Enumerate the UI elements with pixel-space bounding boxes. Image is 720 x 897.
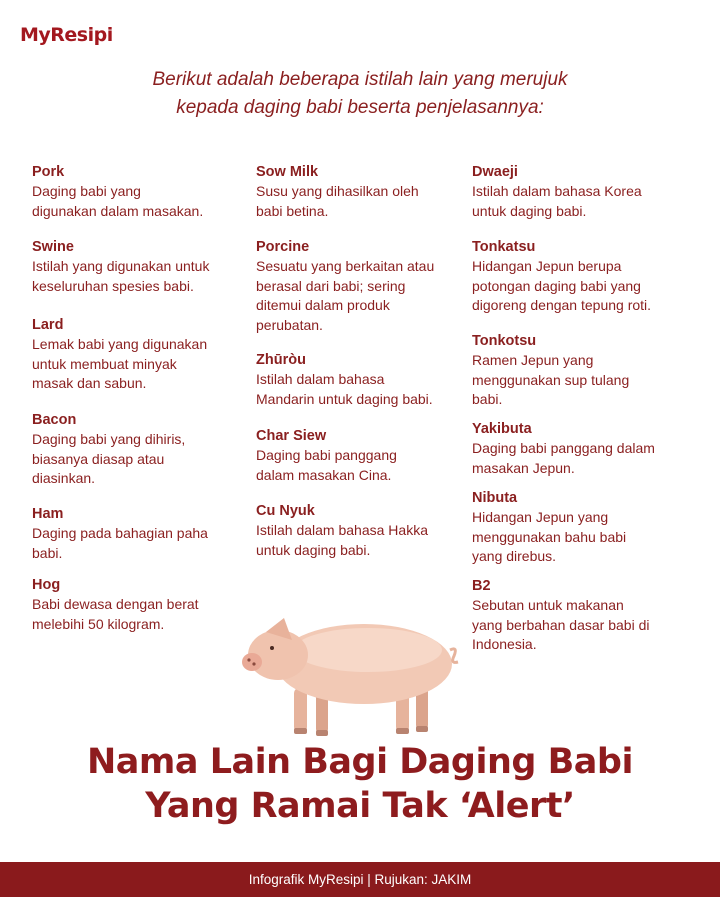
- term-name: Bacon: [32, 412, 77, 428]
- term-desc: Daging babi panggang dalam masakan Jepun.: [472, 440, 655, 476]
- term-name: Cu Nyuk: [256, 503, 315, 519]
- term-item: [32, 237, 252, 315]
- term-item: [256, 350, 468, 426]
- term-item: [256, 162, 468, 237]
- intro-line-2: kepada daging babi beserta penjelasannya:: [176, 97, 544, 118]
- term-name: Hog: [32, 577, 61, 593]
- main-title-line-2: Yang Ramai Tak ‘Alert’: [145, 786, 575, 826]
- term-desc: Daging pada bahagian paha babi.: [32, 525, 208, 561]
- term-desc: Lemak babi yang digunakan untuk membuat minyak masak dan sabun.: [32, 336, 208, 391]
- term-desc: Daging babi yang dihiris, biasanya diasap atau diasinkan.: [32, 431, 186, 486]
- term-desc: Istilah yang digunakan untuk keseluruhan spesies babi.: [32, 258, 210, 294]
- term-desc: Babi dewasa dengan berat melebihi 50 kilogram.: [32, 596, 199, 632]
- term-item: [32, 162, 252, 237]
- term-desc: Daging babi yang digunakan dalam masakan.: [32, 183, 204, 219]
- term-name: Nibuta: [472, 490, 518, 506]
- terms-column-3: [472, 162, 712, 655]
- term-item: [32, 575, 252, 634]
- footer-text: Infografik MyResipi | Rujukan: JAKIM: [248, 872, 472, 887]
- term-name: Yakibuta: [472, 421, 532, 437]
- term-item: [32, 315, 252, 410]
- term-desc: Istilah dalam bahasa Mandarin untuk daging babi.: [256, 371, 433, 407]
- term-name: Dwaeji: [472, 164, 518, 180]
- term-desc: Ramen Jepun yang menggunakan sup tulang babi.: [472, 352, 630, 407]
- term-name: Tonkatsu: [472, 239, 536, 255]
- term-item: [256, 426, 468, 501]
- term-name: Zhūròu: [256, 352, 306, 368]
- term-name: B2: [472, 578, 491, 594]
- term-desc: Hidangan Jepun yang menggunakan bahu babi yang direbus.: [472, 509, 627, 564]
- term-item: [256, 237, 468, 350]
- term-desc: Istilah dalam bahasa Korea untuk daging babi.: [472, 183, 642, 219]
- term-item: [32, 410, 252, 504]
- term-name: Porcine: [256, 239, 310, 255]
- term-name: Char Siew: [256, 428, 327, 444]
- pig-illustration-icon: [236, 610, 461, 740]
- term-item: [472, 488, 712, 576]
- term-desc: Istilah dalam bahasa Hakka untuk daging babi.: [256, 522, 428, 558]
- terms-column-2: [256, 162, 468, 560]
- term-name: Pork: [32, 164, 65, 180]
- term-item: [256, 501, 468, 560]
- term-desc: Hidangan Jepun berupa potongan daging babi yang digoreng dengan tepung roti.: [472, 258, 652, 313]
- term-item: [32, 504, 252, 575]
- term-item: [472, 331, 712, 419]
- term-item: [472, 576, 712, 655]
- term-name: Swine: [32, 239, 74, 255]
- brand-logo: MyResipi: [20, 24, 113, 46]
- term-name: Lard: [32, 317, 64, 333]
- term-name: Ham: [32, 506, 64, 522]
- term-name: Sow Milk: [256, 164, 319, 180]
- terms-column-1: [32, 162, 252, 634]
- term-desc: Susu yang dihasilkan oleh babi betina.: [256, 183, 419, 219]
- intro-line-1: Berikut adalah beberapa istilah lain yang merujuk: [152, 69, 568, 90]
- main-title-line-1: Nama Lain Bagi Daging Babi: [87, 742, 633, 782]
- term-desc: Sesuatu yang berkaitan atau berasal dari babi; sering ditemui dalam produk perubatan.: [256, 258, 435, 333]
- main-title: [0, 740, 720, 828]
- term-item: [472, 419, 712, 488]
- intro-text: [0, 66, 720, 122]
- term-name: Tonkotsu: [472, 333, 537, 349]
- footer-bar: [0, 862, 720, 897]
- term-item: [472, 162, 712, 237]
- term-desc: Sebutan untuk makanan yang berbahan dasar babi di Indonesia.: [472, 597, 650, 652]
- term-desc: Daging babi panggang dalam masakan Cina.: [256, 447, 397, 483]
- term-item: [472, 237, 712, 331]
